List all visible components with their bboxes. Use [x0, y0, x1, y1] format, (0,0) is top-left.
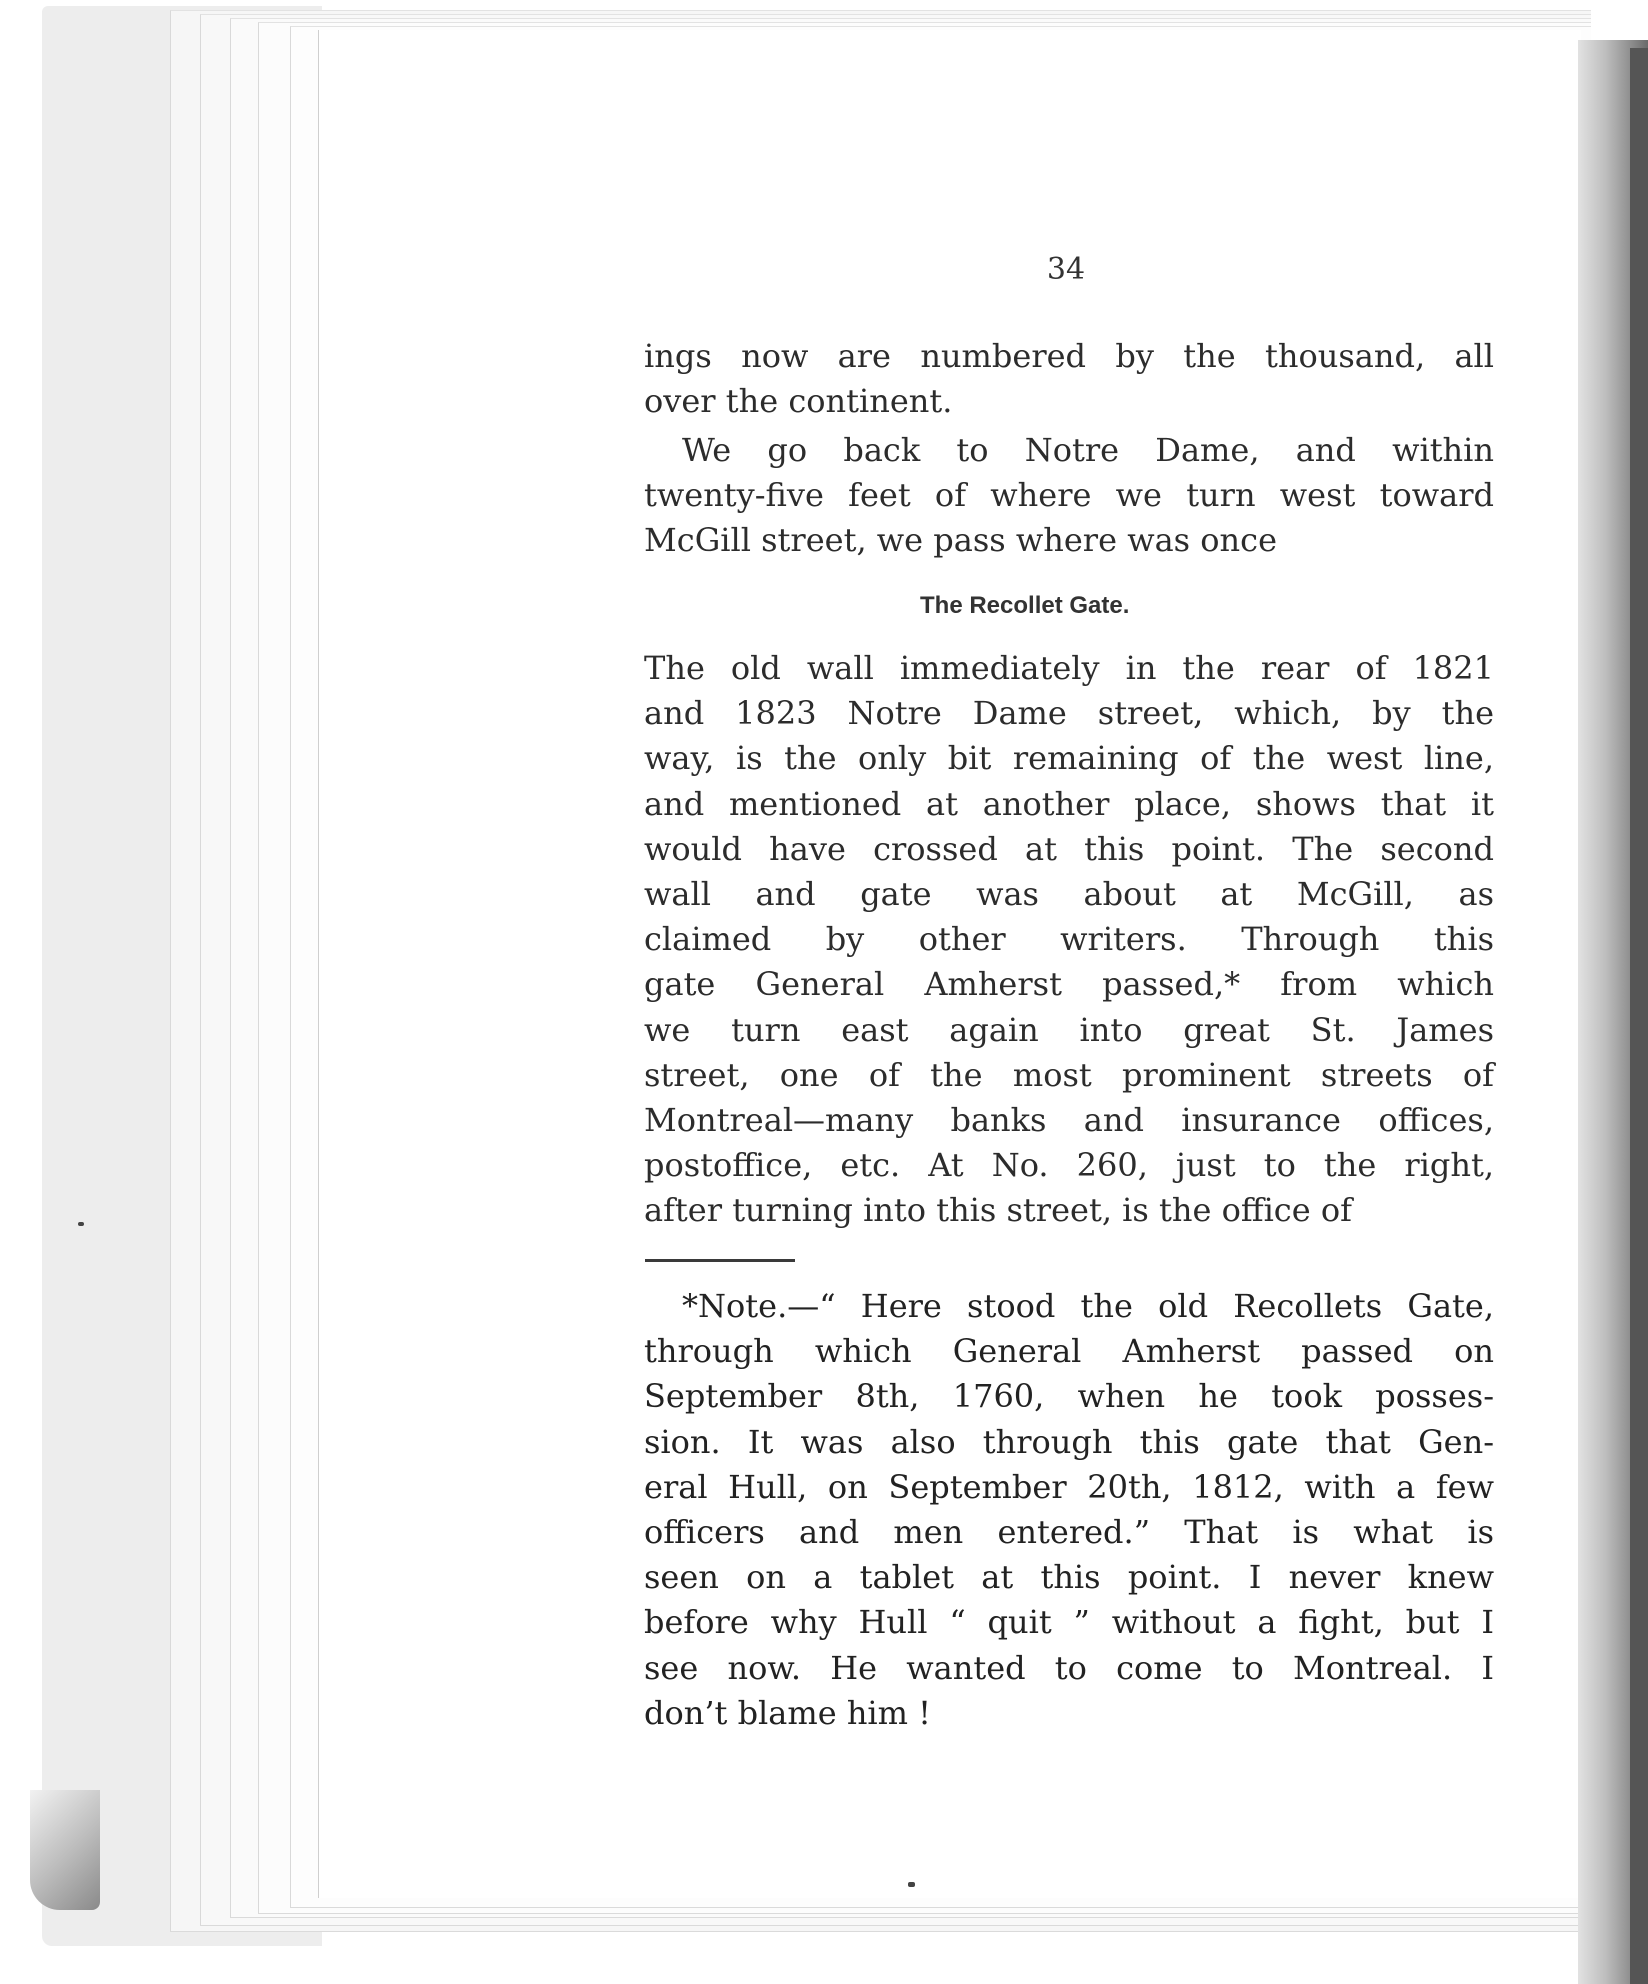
- opening-paragraph: [644, 334, 1494, 424]
- text-line: ings now are numbered by the thousand, all: [644, 337, 1494, 375]
- footnote-line: September 8th, 1760, when he took posses-: [644, 1377, 1494, 1416]
- text-line: claimed by other writers. Through this: [644, 920, 1494, 959]
- ink-speck: [78, 1222, 84, 1226]
- text-line: way, is the only bit remaining of the west line,: [644, 739, 1494, 778]
- footnote: [644, 1284, 1494, 1736]
- folded-corner: [30, 1790, 100, 1910]
- section-heading: The Recollet Gate.: [920, 592, 1130, 619]
- footnote-line: don’t blame him !: [644, 1693, 932, 1732]
- text-line: we turn east again into great St. James: [644, 1010, 1494, 1049]
- text-line: wall and gate was about at McGill, as: [644, 874, 1494, 913]
- text-line: would have crossed at this point. The second: [644, 829, 1494, 868]
- footnote-line: officers and men entered.” That is what is: [644, 1512, 1494, 1551]
- text-line: and 1823 Notre Dame street, which, by the: [644, 694, 1494, 733]
- footnote-rule: [645, 1259, 795, 1262]
- footnote-line: sion. It was also through this gate that Gen-: [644, 1422, 1494, 1461]
- text-line: postoffice, etc. At No. 260, just to the right,: [644, 1146, 1494, 1185]
- footnote-line: seen on a tablet at this point. I never knew: [644, 1558, 1494, 1597]
- text-line: street, one of the most prominent streets of: [644, 1055, 1494, 1094]
- section-paragraph: [644, 646, 1494, 1233]
- text-line: Montreal—many banks and insurance offices,: [644, 1100, 1494, 1139]
- scan-right-border: [1630, 48, 1648, 1984]
- text-line: after turning into this street, is the office of: [644, 1191, 1352, 1230]
- text-line: over the continent.: [644, 382, 953, 421]
- footnote-line: before why Hull “ quit ” without a fight, but I: [644, 1603, 1494, 1642]
- footnote-line: see now. He wanted to come to Montreal. I: [644, 1648, 1494, 1687]
- text-line: twenty-five feet of where we turn west toward: [644, 476, 1494, 515]
- transition-paragraph: [644, 428, 1494, 564]
- footnote-line: eral Hull, on September 20th, 1812, with a few: [644, 1467, 1494, 1506]
- text-line: McGill street, we pass where was once: [644, 521, 1277, 560]
- text-line: gate General Amherst passed,* from which: [644, 965, 1494, 1004]
- ink-speck: [908, 1882, 915, 1887]
- text-line: The old wall immediately in the rear of 1821: [644, 649, 1494, 687]
- page-number: 34: [1046, 252, 1086, 287]
- footnote-line: through which General Amherst passed on: [644, 1332, 1494, 1371]
- footnote-line: *Note.—“ Here stood the old Recollets Gate,: [682, 1287, 1494, 1325]
- text-line: We go back to Notre Dame, and within: [682, 431, 1494, 469]
- text-line: and mentioned at another place, shows that it: [644, 784, 1494, 823]
